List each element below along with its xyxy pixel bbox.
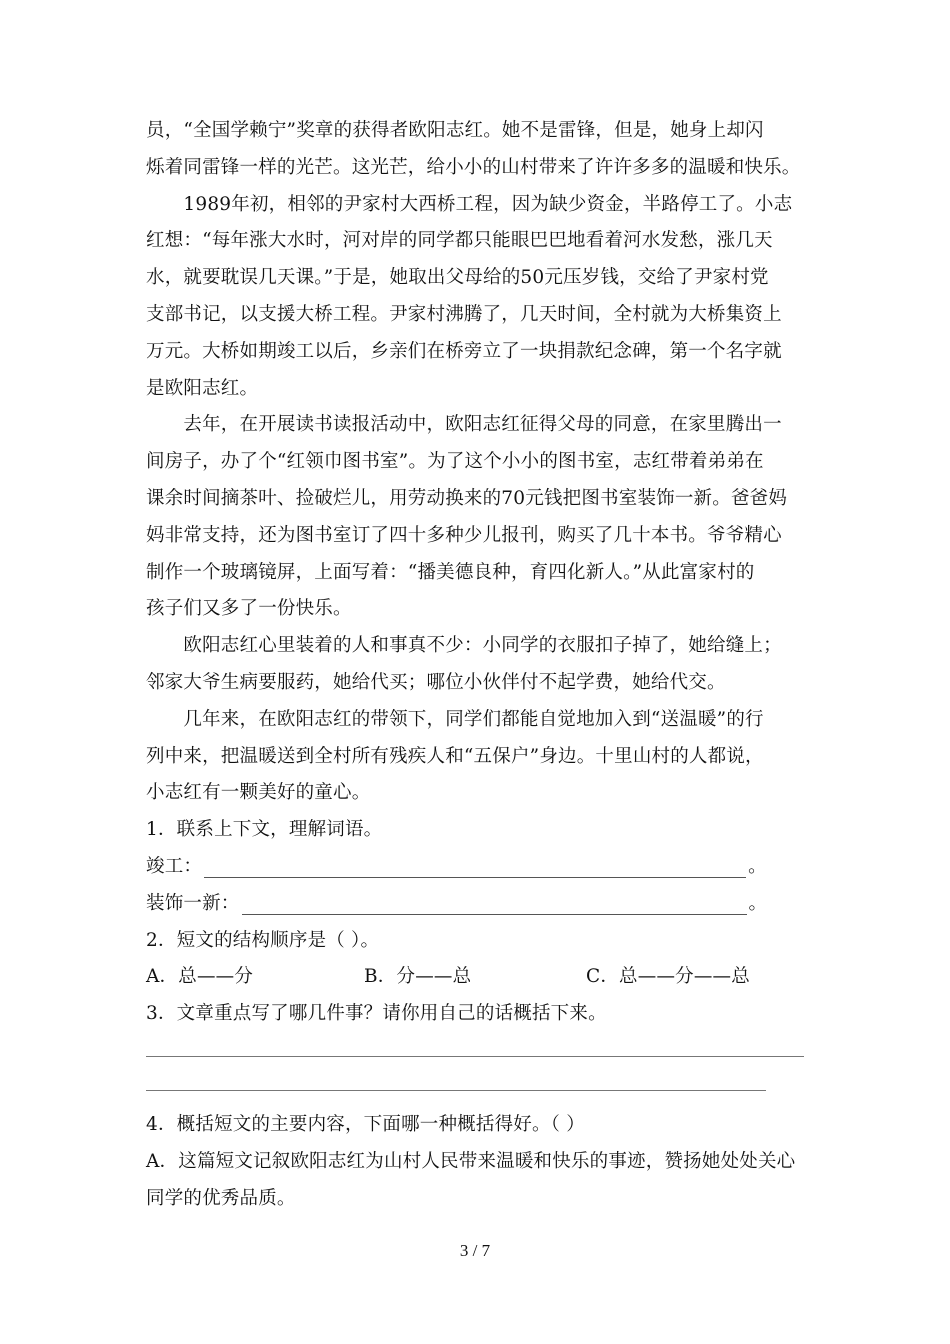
- question-2: [146, 923, 806, 997]
- question-4: [146, 1107, 806, 1217]
- passage-line: 万元。大桥如期竣工以后，乡亲们在桥旁立了一块捐款纪念碑，第一个名字就: [146, 340, 782, 362]
- term-label: 装饰一新：: [146, 892, 240, 914]
- question-1: [146, 812, 806, 922]
- passage-line: 间房子，办了个“红领巾图书室”。为了这个小小的图书室，志红带着弟弟在: [146, 451, 764, 473]
- question-1-title: 1．联系上下文，理解词语。: [146, 819, 383, 841]
- passage-line: 邻家大爷生病要服药，她给代买；哪位小伙伴付不起学费，她给代交。: [146, 671, 726, 693]
- option-b[interactable]: B．分——总: [364, 966, 472, 988]
- passage: [146, 113, 806, 812]
- passage-line: 列中来，把温暖送到全村所有残疾人和“五保户”身边。十里山村的人都说，: [146, 745, 764, 767]
- document-page: [146, 113, 806, 1217]
- passage-line: 烁着同雷锋一样的光芒。这光芒，给小小的山村带来了许许多多的温暖和快乐。: [146, 156, 801, 178]
- passage-line: 妈非常支持，还为图书室订了四十多种少儿报刊，购买了几十本书。爷爷精心: [146, 524, 782, 546]
- end-mark: 。: [748, 892, 768, 914]
- passage-line: 去年，在开展读书读报活动中，欧阳志红征得父母的同意，在家里腾出一: [146, 414, 782, 436]
- passage-line: 欧阳志红心里装着的人和事真不少：小同学的衣服扣子掉了，她给缝上；: [146, 635, 782, 657]
- passage-line: 1989年初，相邻的尹家村大西桥工程，因为缺少资金，半路停工了。小志: [146, 193, 793, 215]
- passage-line: 支部书记，以支援大桥工程。尹家村沸腾了，几天时间，全村就为大桥集资上: [146, 303, 782, 325]
- passage-line: 是欧阳志红。: [146, 377, 259, 399]
- passage-line: 水，就要耽误几天课。”于是，她取出父母给的50元压岁钱，交给了尹家村党: [146, 267, 769, 289]
- answer-area: [146, 1033, 806, 1107]
- end-mark: 。: [748, 855, 767, 877]
- passage-line: 红想：“每年涨大水时，河对岸的同学都只能眼巴巴地看着河水发愁，涨几天: [146, 230, 773, 252]
- question-2-title: 2．短文的结构顺序是（ ）。: [146, 929, 380, 951]
- question-2-options: [146, 959, 806, 996]
- question-4-option-a-cont: 同学的优秀品质。: [146, 1187, 296, 1209]
- answer-blank[interactable]: [204, 855, 746, 878]
- question-1-item-2: [146, 886, 806, 923]
- passage-line: 员，“全国学赖宁”奖章的获得者欧阳志红。她不是雷锋，但是，她身上却闪: [146, 120, 764, 141]
- question-4-option-a[interactable]: A．这篇短文记叙欧阳志红为山村人民带来温暖和快乐的事迹，赞扬她处处关心: [146, 1150, 796, 1172]
- answer-line[interactable]: [146, 1055, 804, 1057]
- answer-line[interactable]: [146, 1089, 766, 1091]
- page-number: 3 / 7: [459, 1241, 491, 1260]
- answer-blank[interactable]: [242, 892, 747, 915]
- passage-line: 课余时间摘茶叶、捡破烂儿，用劳动换来的70元钱把图书室装饰一新。爸爸妈: [146, 487, 788, 509]
- question-3: [146, 996, 806, 1107]
- option-a[interactable]: A．总——分: [146, 966, 254, 988]
- passage-line: 孩子们又多了一份快乐。: [146, 598, 352, 620]
- term-label: 竣工：: [146, 855, 203, 877]
- passage-line: 几年来，在欧阳志红的带领下，同学们都能自觉地加入到“送温暖”的行: [146, 708, 764, 730]
- question-4-title: 4．概括短文的主要内容，下面哪一种概括得好。（ ）: [146, 1113, 585, 1135]
- option-c[interactable]: C．总——分——总: [586, 966, 750, 988]
- question-3-title: 3．文章重点写了哪几件事？请你用自己的话概括下来。: [146, 1003, 607, 1025]
- passage-line: 小志红有一颗美好的童心。: [146, 782, 371, 804]
- question-1-item-1: [146, 849, 806, 886]
- passage-line: 制作一个玻璃镜屏，上面写着：“播美德良种，育四化新人。”从此富家村的: [146, 561, 755, 583]
